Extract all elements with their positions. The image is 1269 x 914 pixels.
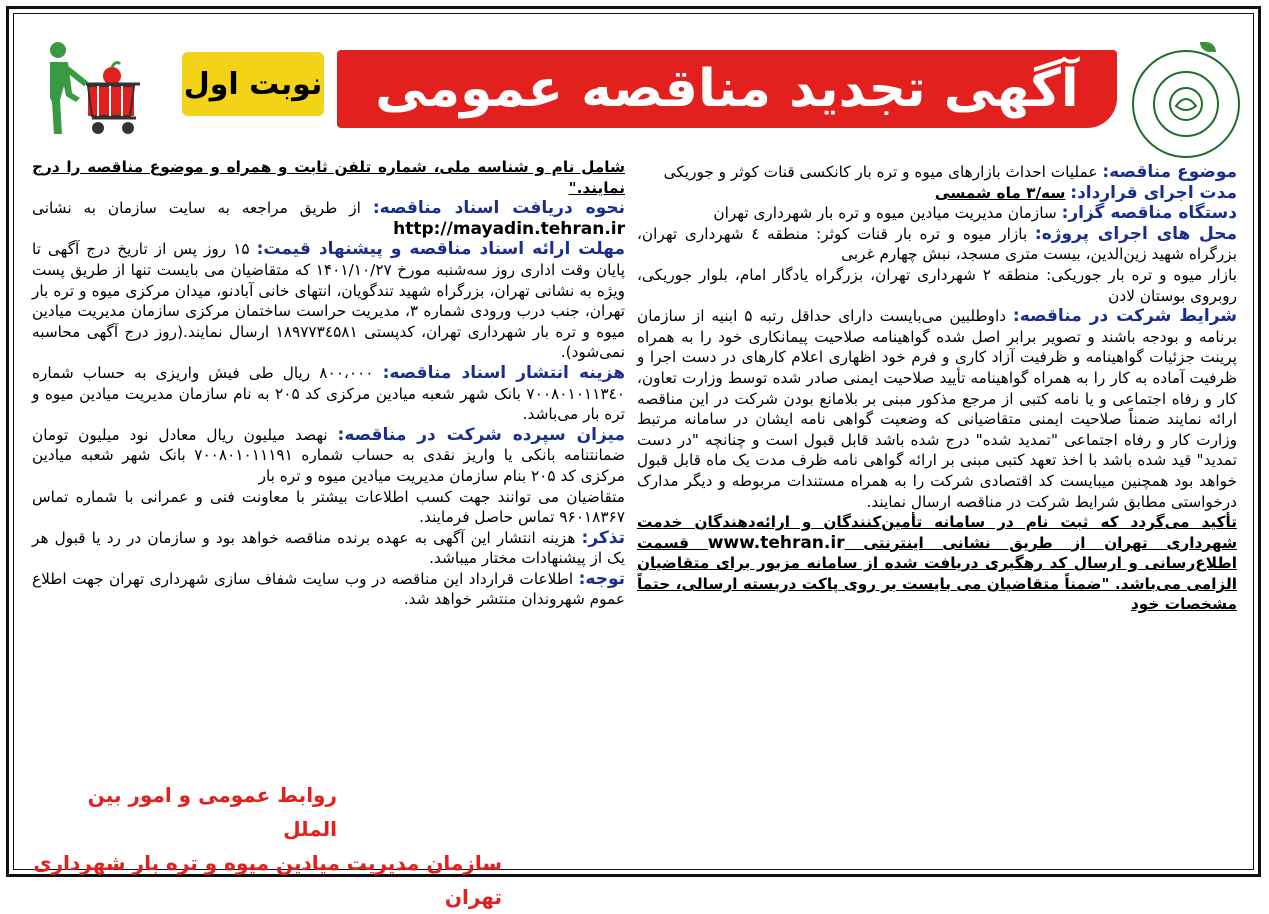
continuation-paragraph <box>32 157 625 198</box>
note-paragraph <box>32 569 625 610</box>
deposit-paragraph <box>32 425 625 487</box>
signoff-line-2: سازمان مدیریت میادین میوه و تره بار شهرداری تهران <box>33 851 502 909</box>
seal-emblem-icon <box>1166 84 1206 124</box>
duration-paragraph <box>637 183 1237 204</box>
page-title: آگهی تجدید مناقصه عمومی <box>337 50 1117 128</box>
reminder-label: تذکر: <box>581 527 625 548</box>
info-text: متقاضیان می توانند جهت کسب اطلاعات بیشتر با معاونت فنی و عمرانی با شماره تماس ۹۶۰۱۸۳۶۷ تماس حاصل فرمایند. <box>32 487 625 527</box>
locations-paragraph <box>637 224 1237 265</box>
deadline-paragraph <box>32 239 625 363</box>
docs-paragraph <box>32 198 625 239</box>
docs-text: از طریق مراجعه به سایت سازمان به نشانی <box>32 199 361 218</box>
deposit-label: میزان سپرده شرکت در مناقصه: <box>337 424 625 445</box>
right-column <box>637 162 1237 615</box>
locations-text-2: بازار میوه و تره بار جوریکی: منطقه ۲ شهرداری تهران، بزرگراه یادگار امام، بلوار جوریکی، روبروی بوستان لادن <box>637 265 1237 305</box>
conditions-label: شرایط شرکت در مناقصه: <box>1012 306 1237 327</box>
person-shopping-cart-icon <box>40 38 150 138</box>
organizer-paragraph <box>637 203 1237 224</box>
info-paragraph <box>32 487 625 528</box>
footer-signoff <box>32 778 502 914</box>
seal-core <box>1153 71 1219 137</box>
docs-label: نحوه دریافت اسناد مناقصه: <box>372 198 625 219</box>
note-label: توجه: <box>578 568 625 589</box>
registration-text-2: قسمت اطلاع‌رسانی و ارسال کد رهگیری دریافت شده از سامانه مزبور برای متقاضیان الزامی می‌باشد. <box>637 533 1238 593</box>
signoff-line-1: روابط عمومی و امور بین الملل <box>87 783 337 841</box>
locations-paragraph-2 <box>637 265 1237 306</box>
deposit-text: نهصد میلیون ریال معادل نود میلیون تومان ضمانتنامه بانکی یا واریز نقدی به حساب شماره ۷۰۰۸۰۱۰۱۱۱۹۱ بانک شهر شعبه میادین مرکزی کد ۲۰۵ بنام سازمان مدیریت میادین میوه و تره بار <box>32 425 625 485</box>
docs-url-link[interactable]: http://mayadin.tehran.ir <box>393 218 625 239</box>
municipality-seal-icon <box>1132 50 1240 158</box>
registration-text-3: "ضمناً متقاضیان می بایست بر روی پاکت دربسته ارسالی، حتماً مشخصات خود <box>637 574 1237 614</box>
round-badge: نوبت اول <box>182 52 324 116</box>
duration-text: سه/۳ ماه شمسی <box>934 183 1066 202</box>
organizer-text: سازمان مدیریت میادین میوه و تره بار شهرداری تهران <box>713 204 1057 223</box>
conditions-text: داوطلبین می‌بایست دارای حداقل رتبه ۵ ابنیه از سازمان برنامه و بودجه باشند و تصویر برابر اصل شده گواهینامه صلاحیت پیمانکاری خود را به همراه پرینت جزئیات گواهینامه و ظرفیت آزاد کاری و فرم خود اظهاری اعلام کارهای در دست اجرا و ظرفیت آماده به کار را به همراه گواهینامه تأیید صلاحیت ایمنی صادر شده توسط وزارت تعاون، کار و رفاه اجتماعی و یا نامه کتبی از مرجع مذکور مبنی بر بلامانع بودن شرکت در این مناقصه ارائه نمایند ضمناً صلاحیت ایمنی متقاضیانی که وضعیت گواهی نامه ایشان در سامانه مرتبط وزارت کار و رفاه اجتماعی "تمدید شده" درج شده باشد قابل قبول است و چنانچه "در دست تمدید" قید شده باشد با اخذ تعهد کتبی مبنی بر ارائه گواهی نامه ظرف مدت یک ماه قابل قبول خواهد بود همچنین میبایست کد اقتصادی شرکت را به همراه مستندات مربوطه و دیگر مدارک درخواستی مطابق شرایط شرکت در مناقصه ارسال نمایند. <box>637 307 1237 511</box>
duration-label: مدت اجرای قرارداد: <box>1070 182 1237 203</box>
fee-label: هزینه انتشار اسناد مناقصه: <box>382 362 625 383</box>
subject-label: موضوع مناقصه: <box>1102 162 1237 182</box>
note-text: اطلاعات قرارداد این مناقصه در وب سایت شفاف سازی شهرداری تهران جهت اطلاع عموم شهروندان منتشر خواهد شد. <box>32 569 625 609</box>
subject-paragraph <box>637 162 1237 183</box>
conditions-paragraph <box>637 306 1237 512</box>
registration-paragraph <box>637 512 1237 615</box>
fee-paragraph <box>32 363 625 425</box>
locations-text-1: بازار میوه و تره بار قنات کوثر: منطقه ٤ شهرداری تهران، بزرگراه شهید زین‌الدین، بیست متری مسجد، نبش چهارم غربی <box>637 224 1237 264</box>
deadline-label: مهلت ارائه اسناد مناقصه و پیشنهاد قیمت: <box>256 239 625 260</box>
registration-url-link[interactable]: www.tehran.ir <box>707 532 845 553</box>
locations-label: محل های اجرای پروژه: <box>1034 223 1237 244</box>
registration-text-1: تأکید می‌گردد که ثبت نام در سامانه تأمین‌کنندگان و ارائه‌دهندگان خدمت شهرداری تهران از طریق نشانی اینترنتی <box>637 513 1238 552</box>
deadline-text: ۱۵ روز پس از تاریخ درج آگهی تا پایان وقت اداری روز سه‌شنبه مورخ ۱۴۰۱/۱۰/۲۷ که متقاضیان می بایست تنها از طریق پست ویژه به نشانی تهران، بزرگراه شهید تندگویان، انتهای خانی آبادنو، میدان مرکزی میوه و تره بار تهران، جنب درب ورودی شماره ۳، مدیریت حراست ساختمان مرکزی سازمان مدیریت میادین میوه و تره بار شهرداری تهران، کدپستی ۱۸۹۷۷۳٤۵۸۱ ارسال نمایند.(روز درج آگهی محاسبه نمی‌شود). <box>32 240 626 362</box>
left-column <box>32 157 625 610</box>
continuation-text: شامل نام و شناسه ملی، شماره تلفن ثابت و همراه و موضوع مناقصه را درج نمایند." <box>32 158 625 197</box>
organizer-label: دستگاه مناقصه گزار: <box>1061 203 1237 224</box>
subject-text: عملیات احداث بازارهای میوه و تره بار کانکسی قنات کوثر و جوریکی <box>663 163 1098 181</box>
fee-text: ۸۰۰،۰۰۰ ریال طی فیش واریزی به حساب شماره ۷۰۰۸۰۱۰۱۱۳٤۰ بانک شهر شعبه میادین مرکزی کد ۲۰۵ به نام سازمان مدیریت میادین میوه و تره بار می‌باشد. <box>32 363 625 424</box>
reminder-paragraph <box>32 528 625 569</box>
reminder-text: هزینه انتشار این آگهی به عهده برنده مناقصه خواهد بود و سازمان در رد یا قبول هر یک از پیشنهادات مختار میباشد. <box>32 528 625 568</box>
